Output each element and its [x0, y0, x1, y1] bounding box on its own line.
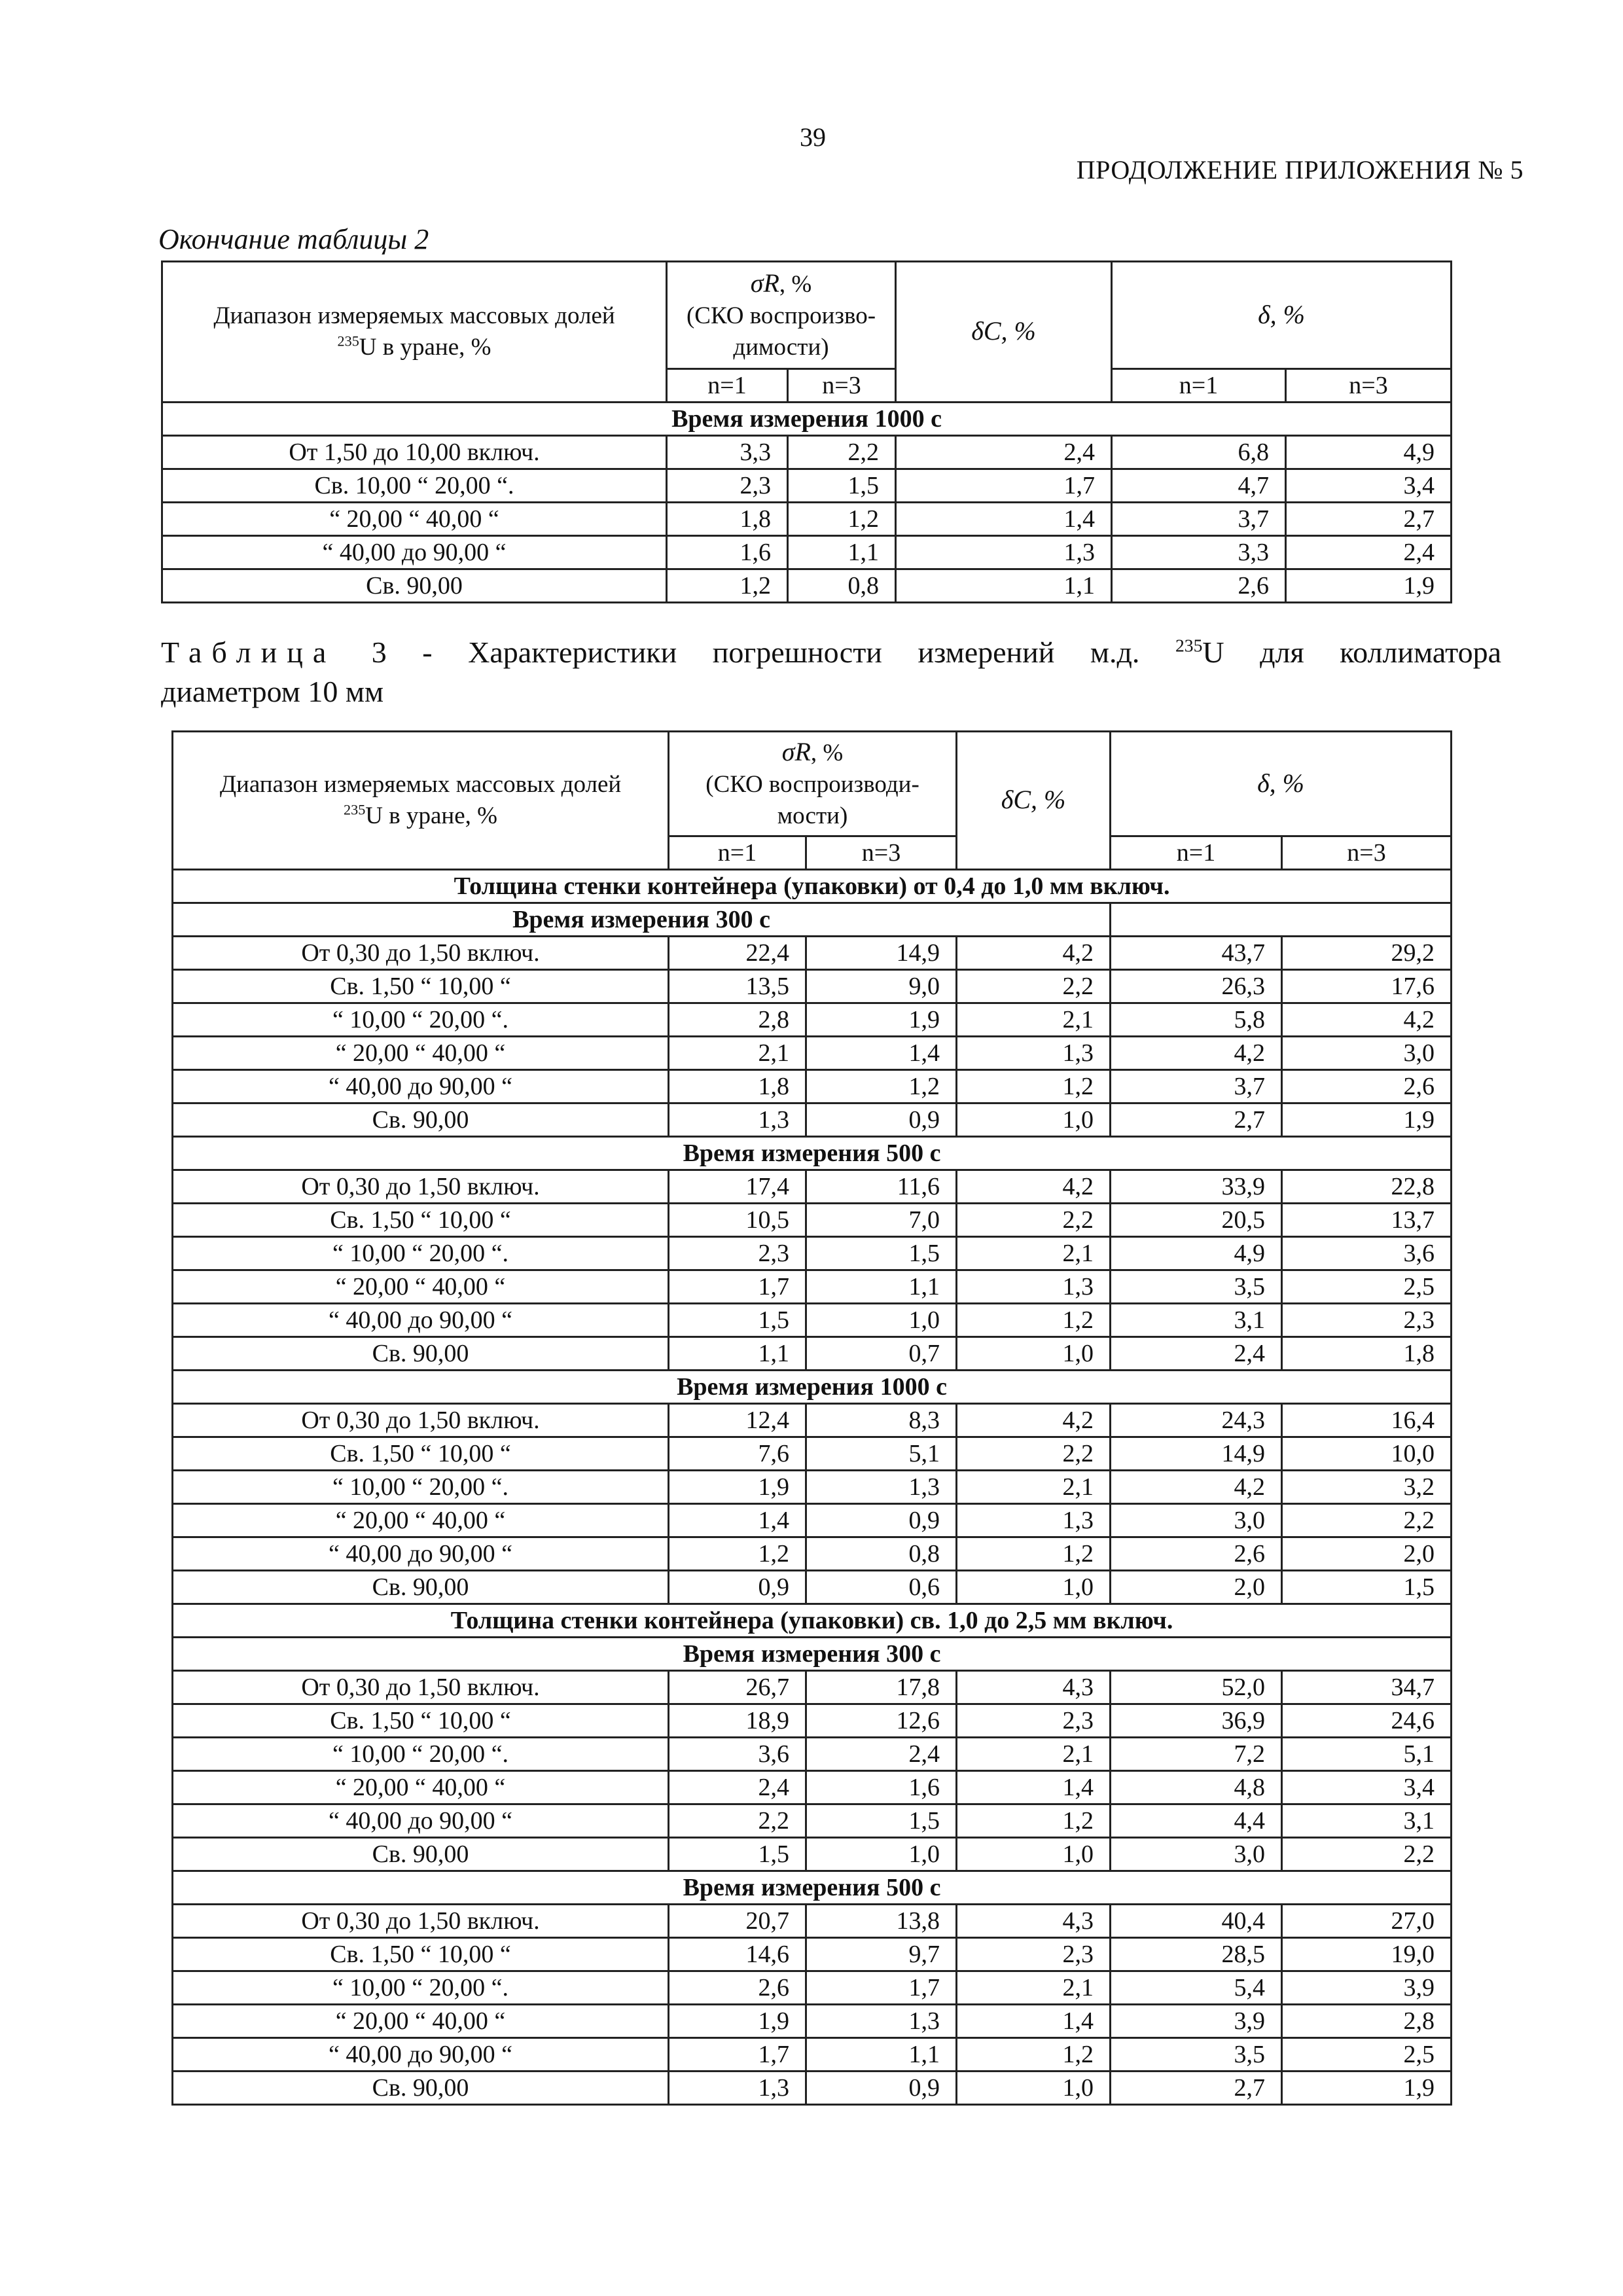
measurement-time-header: Время измерения 1000 с: [173, 1371, 1452, 1404]
delta-n1-cell: 14,9: [1111, 1437, 1282, 1471]
sigma-n3-cell: 1,1: [788, 536, 896, 569]
t2-n1-delta: n=1: [1112, 369, 1286, 403]
delta-n1-cell: 43,7: [1111, 937, 1282, 970]
delta-n3-cell: 13,7: [1282, 1204, 1452, 1237]
sigma-n1-cell: 3,3: [667, 436, 788, 469]
range-cell: От 1,50 до 10,00 включ.: [162, 436, 667, 469]
sigma-n3-cell: 9,7: [806, 1938, 957, 1971]
sigma-n1-cell: 1,6: [667, 536, 788, 569]
delta-n1-cell: 20,5: [1111, 1204, 1282, 1237]
delta-c-cell: 2,1: [957, 1471, 1111, 1504]
t2-delta-header: δ, %: [1112, 262, 1452, 369]
sigma-n3-cell: 1,1: [806, 2038, 957, 2072]
t3-n3-delta: n=3: [1282, 836, 1452, 870]
delta-n3-cell: 2,5: [1282, 2038, 1452, 2072]
table-row: [173, 1471, 1452, 1504]
table-row: [173, 1437, 1452, 1471]
sigma-n3-cell: 1,2: [806, 1070, 957, 1103]
t2-delta-c-header: δC, %: [896, 262, 1112, 403]
delta-c-cell: 1,2: [957, 1070, 1111, 1103]
sigma-n1-cell: 0,9: [669, 1571, 806, 1604]
range-cell: “ 40,00 до 90,00 “: [173, 1070, 669, 1103]
sigma-n3-cell: 1,6: [806, 1771, 957, 1804]
sigma-n3-cell: 1,5: [806, 1804, 957, 1838]
t2-body: [162, 403, 1452, 603]
range-cell: Св. 90,00: [173, 1337, 669, 1371]
range-cell: Св. 90,00: [173, 1103, 669, 1137]
sigma-n3-cell: 9,0: [806, 970, 957, 1003]
sigma-n1-cell: 1,3: [669, 1103, 806, 1137]
table-row: [173, 970, 1452, 1003]
delta-n1-cell: 3,7: [1112, 503, 1286, 536]
t3-n3-sigma: n=3: [806, 836, 957, 870]
sigma-n1-cell: 2,3: [667, 469, 788, 503]
delta-n1-cell: 4,9: [1111, 1237, 1282, 1270]
range-cell: “ 20,00 “ 40,00 “: [162, 503, 667, 536]
range-cell: Св. 1,50 “ 10,00 “: [173, 1704, 669, 1738]
delta-n3-cell: 2,4: [1286, 536, 1452, 569]
delta-n1-cell: 24,3: [1111, 1404, 1282, 1437]
delta-n3-cell: 1,9: [1282, 2072, 1452, 2105]
delta-n3-cell: 3,1: [1282, 1804, 1452, 1838]
delta-n1-cell: 4,7: [1112, 469, 1286, 503]
table-row: [173, 1003, 1452, 1037]
sigma-n1-cell: 3,6: [669, 1738, 806, 1771]
delta-n3-cell: 2,2: [1282, 1504, 1452, 1537]
sigma-n3-cell: 1,4: [806, 1037, 957, 1070]
sigma-n1-cell: 1,5: [669, 1304, 806, 1337]
t2-sigma-header: σR, % (СКО воспроизво- димости): [667, 262, 896, 369]
delta-n3-cell: 3,6: [1282, 1237, 1452, 1270]
sigma-n1-cell: 14,6: [669, 1938, 806, 1971]
empty-cell: [1111, 903, 1452, 937]
range-cell: “ 20,00 “ 40,00 “: [173, 1504, 669, 1537]
sigma-n3-cell: 1,0: [806, 1838, 957, 1871]
table-row: [173, 1404, 1452, 1437]
range-cell: Св. 90,00: [173, 1571, 669, 1604]
delta-c-cell: 1,3: [896, 536, 1112, 569]
sigma-n3-cell: 12,6: [806, 1704, 957, 1738]
sigma-n3-cell: 1,5: [788, 469, 896, 503]
range-cell: Св. 1,50 “ 10,00 “: [173, 1204, 669, 1237]
sigma-n3-cell: 0,8: [788, 569, 896, 603]
sigma-n1-cell: 13,5: [669, 970, 806, 1003]
range-cell: “ 40,00 до 90,00 “: [173, 1304, 669, 1337]
t3-n1-delta: n=1: [1111, 836, 1282, 870]
delta-n3-cell: 1,9: [1286, 569, 1452, 603]
sigma-n3-cell: 5,1: [806, 1437, 957, 1471]
delta-c-cell: 1,2: [957, 1537, 1111, 1571]
delta-n3-cell: 1,5: [1282, 1571, 1452, 1604]
delta-n3-cell: 3,4: [1282, 1771, 1452, 1804]
range-cell: От 0,30 до 1,50 включ.: [173, 1905, 669, 1938]
delta-n1-cell: 2,7: [1111, 1103, 1282, 1137]
sigma-n3-cell: 0,8: [806, 1537, 957, 1571]
sigma-n3-cell: 17,8: [806, 1671, 957, 1704]
measurement-time-header: Время измерения 500 с: [173, 1871, 1452, 1905]
delta-c-cell: 1,0: [957, 1838, 1111, 1871]
delta-n1-cell: 5,4: [1111, 1971, 1282, 2005]
delta-c-cell: 1,7: [896, 469, 1112, 503]
delta-c-cell: 2,1: [957, 1003, 1111, 1037]
table-row: [173, 1838, 1452, 1871]
sigma-n1-cell: 1,7: [669, 2038, 806, 2072]
sigma-n1-cell: 1,2: [667, 569, 788, 603]
table-row: [162, 503, 1452, 536]
sigma-n1-cell: 1,9: [669, 2005, 806, 2038]
delta-n3-cell: 2,8: [1282, 2005, 1452, 2038]
table-row: [173, 2072, 1452, 2105]
table-row: [162, 469, 1452, 503]
table-3: [171, 730, 1452, 2106]
range-cell: “ 10,00 “ 20,00 “.: [173, 1738, 669, 1771]
delta-c-cell: 4,2: [957, 937, 1111, 970]
delta-n1-cell: 5,8: [1111, 1003, 1282, 1037]
delta-n1-cell: 2,6: [1111, 1537, 1282, 1571]
delta-c-cell: 1,1: [896, 569, 1112, 603]
delta-n3-cell: 2,2: [1282, 1838, 1452, 1871]
delta-c-cell: 1,4: [957, 1771, 1111, 1804]
table-row: [173, 937, 1452, 970]
sigma-n3-cell: 1,2: [788, 503, 896, 536]
sigma-n1-cell: 1,2: [669, 1537, 806, 1571]
sigma-n3-cell: 1,7: [806, 1971, 957, 2005]
table-row: [162, 569, 1452, 603]
sigma-n1-cell: 12,4: [669, 1404, 806, 1437]
delta-n3-cell: 1,9: [1282, 1103, 1452, 1137]
table-row: [173, 1905, 1452, 1938]
delta-c-cell: 1,2: [957, 1804, 1111, 1838]
range-cell: “ 10,00 “ 20,00 “.: [173, 1471, 669, 1504]
table-row: [173, 1304, 1452, 1337]
table-row: [173, 1204, 1452, 1237]
sigma-n1-cell: 1,5: [669, 1838, 806, 1871]
sigma-n3-cell: 1,9: [806, 1003, 957, 1037]
delta-c-cell: 2,1: [957, 1971, 1111, 2005]
delta-n1-cell: 3,3: [1112, 536, 1286, 569]
table-2: [161, 260, 1452, 603]
delta-c-cell: 2,2: [957, 1204, 1111, 1237]
range-cell: От 0,30 до 1,50 включ.: [173, 937, 669, 970]
delta-n1-cell: 3,9: [1111, 2005, 1282, 2038]
range-cell: “ 20,00 “ 40,00 “: [173, 1270, 669, 1304]
table-row: [173, 1738, 1452, 1771]
delta-c-cell: 1,3: [957, 1504, 1111, 1537]
page-number: 39: [800, 122, 826, 152]
delta-c-cell: 1,0: [957, 2072, 1111, 2105]
delta-n3-cell: 5,1: [1282, 1738, 1452, 1771]
sigma-n3-cell: 1,1: [806, 1270, 957, 1304]
delta-n1-cell: 6,8: [1112, 436, 1286, 469]
delta-c-cell: 2,4: [896, 436, 1112, 469]
delta-n3-cell: 4,9: [1286, 436, 1452, 469]
range-cell: Св. 10,00 “ 20,00 “.: [162, 469, 667, 503]
delta-c-cell: 4,3: [957, 1671, 1111, 1704]
sigma-n3-cell: 14,9: [806, 937, 957, 970]
delta-n3-cell: 10,0: [1282, 1437, 1452, 1471]
range-cell: “ 20,00 “ 40,00 “: [173, 1771, 669, 1804]
t2-n3-delta: n=3: [1286, 369, 1452, 403]
range-cell: “ 40,00 до 90,00 “: [162, 536, 667, 569]
delta-n3-cell: 2,5: [1282, 1270, 1452, 1304]
delta-n1-cell: 4,4: [1111, 1804, 1282, 1838]
table-row: [173, 1237, 1452, 1270]
delta-n1-cell: 28,5: [1111, 1938, 1282, 1971]
measurement-time-header: Время измерения 300 с: [173, 903, 1111, 937]
t3-delta-c-header: δC, %: [957, 732, 1111, 870]
t3-sigma-header: σR, % (СКО воспроизводи- мости): [669, 732, 957, 836]
delta-n3-cell: 16,4: [1282, 1404, 1452, 1437]
measurement-time-header: Время измерения 500 с: [173, 1137, 1452, 1170]
delta-n1-cell: 3,7: [1111, 1070, 1282, 1103]
table2-caption: Окончание таблицы 2: [158, 223, 429, 255]
sigma-n1-cell: 1,8: [669, 1070, 806, 1103]
sigma-n3-cell: 2,2: [788, 436, 896, 469]
sigma-n1-cell: 1,1: [669, 1337, 806, 1371]
t3-n1-sigma: n=1: [669, 836, 806, 870]
delta-n3-cell: 24,6: [1282, 1704, 1452, 1738]
delta-n1-cell: 3,0: [1111, 1838, 1282, 1871]
sigma-n3-cell: 0,7: [806, 1337, 957, 1371]
range-cell: Св. 1,50 “ 10,00 “: [173, 970, 669, 1003]
table3-caption: Таблица 3 - Характеристики погрешности измерений м.д. $^{235}$U для коллиматора: [161, 635, 1502, 669]
wall-thickness-header: Толщина стенки контейнера (упаковки) св. 1,0 до 2,5 мм включ.: [173, 1604, 1452, 1638]
delta-n3-cell: 22,8: [1282, 1170, 1452, 1204]
delta-n3-cell: 3,0: [1282, 1037, 1452, 1070]
delta-n1-cell: 4,8: [1111, 1771, 1282, 1804]
table-row: [173, 1771, 1452, 1804]
table-row: [173, 2038, 1452, 2072]
table-row: [173, 1270, 1452, 1304]
delta-c-cell: 1,0: [957, 1103, 1111, 1137]
range-cell: “ 40,00 до 90,00 “: [173, 2038, 669, 2072]
range-cell: “ 10,00 “ 20,00 “.: [173, 1237, 669, 1270]
sigma-n1-cell: 2,2: [669, 1804, 806, 1838]
delta-n3-cell: 27,0: [1282, 1905, 1452, 1938]
sigma-n1-cell: 1,7: [669, 1270, 806, 1304]
table-row: [173, 1704, 1452, 1738]
range-cell: Св. 1,50 “ 10,00 “: [173, 1938, 669, 1971]
sigma-n3-cell: 1,3: [806, 2005, 957, 2038]
delta-n3-cell: 2,6: [1282, 1070, 1452, 1103]
sigma-n1-cell: 22,4: [669, 937, 806, 970]
table-row: [173, 1337, 1452, 1371]
delta-c-cell: 1,2: [957, 2038, 1111, 2072]
sigma-n1-cell: 1,8: [667, 503, 788, 536]
delta-c-cell: 1,2: [957, 1304, 1111, 1337]
appendix-header: ПРОДОЛЖЕНИЕ ПРИЛОЖЕНИЯ № 5: [1076, 155, 1524, 185]
delta-n1-cell: 33,9: [1111, 1170, 1282, 1204]
wall-thickness-header: Толщина стенки контейнера (упаковки) от 0,4 до 1,0 мм включ.: [173, 870, 1452, 903]
delta-n1-cell: 3,0: [1111, 1504, 1282, 1537]
table3-caption-line2: диаметром 10 мм: [161, 675, 384, 708]
delta-c-cell: 4,2: [957, 1404, 1111, 1437]
delta-c-cell: 2,1: [957, 1738, 1111, 1771]
t2-n1-sigma: n=1: [667, 369, 788, 403]
delta-n3-cell: 3,4: [1286, 469, 1452, 503]
delta-n1-cell: 4,2: [1111, 1037, 1282, 1070]
range-cell: Св. 90,00: [173, 1838, 669, 1871]
delta-c-cell: 1,3: [957, 1270, 1111, 1304]
sigma-n1-cell: 1,4: [669, 1504, 806, 1537]
delta-c-cell: 2,2: [957, 970, 1111, 1003]
sigma-n3-cell: 8,3: [806, 1404, 957, 1437]
delta-c-cell: 1,0: [957, 1571, 1111, 1604]
range-cell: От 0,30 до 1,50 включ.: [173, 1671, 669, 1704]
table-row: [173, 1504, 1452, 1537]
sigma-n3-cell: 1,3: [806, 1471, 957, 1504]
sigma-n1-cell: 17,4: [669, 1170, 806, 1204]
t3-range-header: Диапазон измеряемых массовых долей $^{235}$U в уране, %: [173, 732, 669, 870]
table-row: [173, 1103, 1452, 1137]
table-row: [162, 436, 1452, 469]
sigma-n1-cell: 1,3: [669, 2072, 806, 2105]
sigma-n1-cell: 18,9: [669, 1704, 806, 1738]
range-cell: От 0,30 до 1,50 включ.: [173, 1170, 669, 1204]
sigma-n3-cell: 13,8: [806, 1905, 957, 1938]
delta-n3-cell: 2,3: [1282, 1304, 1452, 1337]
range-cell: “ 10,00 “ 20,00 “.: [173, 1003, 669, 1037]
sigma-n1-cell: 2,4: [669, 1771, 806, 1804]
sigma-n1-cell: 1,9: [669, 1471, 806, 1504]
t3-delta-header: δ, %: [1111, 732, 1452, 836]
delta-n1-cell: 7,2: [1111, 1738, 1282, 1771]
delta-c-cell: 1,4: [957, 2005, 1111, 2038]
sigma-n1-cell: 26,7: [669, 1671, 806, 1704]
sigma-n1-cell: 10,5: [669, 1204, 806, 1237]
table-row: [173, 1571, 1452, 1604]
table-row: [173, 1971, 1452, 2005]
delta-n1-cell: 3,1: [1111, 1304, 1282, 1337]
table-row: [173, 1537, 1452, 1571]
delta-n1-cell: 2,4: [1111, 1337, 1282, 1371]
delta-c-cell: 1,0: [957, 1337, 1111, 1371]
sigma-n3-cell: 1,0: [806, 1304, 957, 1337]
delta-n3-cell: 2,7: [1286, 503, 1452, 536]
delta-n3-cell: 2,0: [1282, 1537, 1452, 1571]
measurement-time-header: Время измерения 1000 с: [162, 403, 1452, 436]
delta-c-cell: 4,3: [957, 1905, 1111, 1938]
sigma-n1-cell: 20,7: [669, 1905, 806, 1938]
delta-c-cell: 4,2: [957, 1170, 1111, 1204]
delta-n1-cell: 4,2: [1111, 1471, 1282, 1504]
delta-c-cell: 2,3: [957, 1704, 1111, 1738]
range-cell: “ 40,00 до 90,00 “: [173, 1804, 669, 1838]
range-cell: Св. 90,00: [162, 569, 667, 603]
sigma-n1-cell: 2,3: [669, 1237, 806, 1270]
range-cell: “ 20,00 “ 40,00 “: [173, 2005, 669, 2038]
t2-n3-sigma: n=3: [788, 369, 896, 403]
delta-c-cell: 2,3: [957, 1938, 1111, 1971]
table-row: [173, 1170, 1452, 1204]
delta-n3-cell: 1,8: [1282, 1337, 1452, 1371]
range-cell: От 0,30 до 1,50 включ.: [173, 1404, 669, 1437]
delta-n3-cell: 3,2: [1282, 1471, 1452, 1504]
measurement-time-header: Время измерения 300 с: [173, 1638, 1452, 1671]
sigma-n3-cell: 0,9: [806, 2072, 957, 2105]
delta-n3-cell: 17,6: [1282, 970, 1452, 1003]
range-cell: “ 40,00 до 90,00 “: [173, 1537, 669, 1571]
delta-n3-cell: 34,7: [1282, 1671, 1452, 1704]
delta-n1-cell: 2,0: [1111, 1571, 1282, 1604]
table-row: [173, 1671, 1452, 1704]
delta-n1-cell: 26,3: [1111, 970, 1282, 1003]
sigma-n3-cell: 11,6: [806, 1170, 957, 1204]
delta-n3-cell: 19,0: [1282, 1938, 1452, 1971]
sigma-n3-cell: 0,6: [806, 1571, 957, 1604]
delta-n3-cell: 29,2: [1282, 937, 1452, 970]
range-cell: “ 20,00 “ 40,00 “: [173, 1037, 669, 1070]
delta-c-cell: 2,1: [957, 1237, 1111, 1270]
range-cell: Св. 90,00: [173, 2072, 669, 2105]
t3-body: [173, 870, 1452, 2105]
delta-n1-cell: 52,0: [1111, 1671, 1282, 1704]
delta-n3-cell: 4,2: [1282, 1003, 1452, 1037]
delta-n1-cell: 3,5: [1111, 1270, 1282, 1304]
sigma-n3-cell: 1,5: [806, 1237, 957, 1270]
range-cell: “ 10,00 “ 20,00 “.: [173, 1971, 669, 2005]
delta-c-cell: 2,2: [957, 1437, 1111, 1471]
delta-c-cell: 1,4: [896, 503, 1112, 536]
table-row: [162, 536, 1452, 569]
delta-n1-cell: 36,9: [1111, 1704, 1282, 1738]
table-row: [173, 1070, 1452, 1103]
delta-n1-cell: 3,5: [1111, 2038, 1282, 2072]
sigma-n1-cell: 7,6: [669, 1437, 806, 1471]
sigma-n3-cell: 7,0: [806, 1204, 957, 1237]
table-row: [173, 1804, 1452, 1838]
sigma-n1-cell: 2,1: [669, 1037, 806, 1070]
t2-range-header: Диапазон измеряемых массовых долей $^{235}$U в уране, %: [162, 262, 667, 403]
delta-n1-cell: 40,4: [1111, 1905, 1282, 1938]
sigma-n3-cell: 0,9: [806, 1103, 957, 1137]
delta-n1-cell: 2,7: [1111, 2072, 1282, 2105]
table-row: [173, 1037, 1452, 1070]
delta-c-cell: 1,3: [957, 1037, 1111, 1070]
sigma-n1-cell: 2,6: [669, 1971, 806, 2005]
delta-n1-cell: 2,6: [1112, 569, 1286, 603]
range-cell: Св. 1,50 “ 10,00 “: [173, 1437, 669, 1471]
table-row: [173, 2005, 1452, 2038]
delta-n3-cell: 3,9: [1282, 1971, 1452, 2005]
sigma-n1-cell: 2,8: [669, 1003, 806, 1037]
sigma-n3-cell: 0,9: [806, 1504, 957, 1537]
sigma-n3-cell: 2,4: [806, 1738, 957, 1771]
table-row: [173, 1938, 1452, 1971]
